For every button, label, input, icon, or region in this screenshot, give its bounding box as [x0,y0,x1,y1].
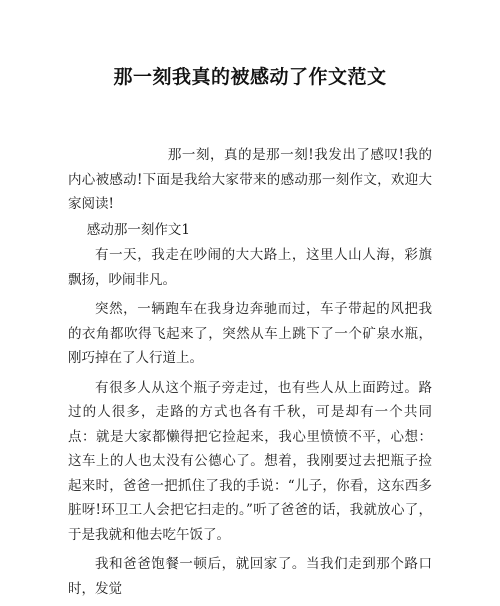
essay-paragraph: 我和爸爸饱餐一顿后，就回家了。当我们走到那个路口时，发觉 [68,556,432,597]
intro-paragraph: 那一刻，真的是那一刻!我发出了感叹!我的内心被感动!下面是我给大家带来的感动那一刻作文，欢迎大家阅读! [68,147,432,212]
essay-paragraph: 有很多人从这个瓶子旁走过，也有些人从上面跨过。路过的人很多，走路的方式也各有千秋，可是却有一个共同点：就是大家都懒得把它捡起来，我心里愤愤不平，心想：这车上的人也太没有公德心了。想着，我刚要过去把瓶子捡起来时，爸爸一把抓住了我的手说：“儿子，你看，这东西多脏呀!环卫工人会把它扫走的。”听了爸爸的话，我就放心了，于是我就和他去吃午饭了。 [68,379,432,543]
essay-paragraph: 突然，一辆跑车在我身边奔驰而过，车子带起的风把我的衣角都吹得飞起来了，突然从车上跳下了一个矿泉水瓶，刚巧掉在了人行道上。 [68,301,432,366]
intro-paragraph-block [68,143,432,217]
essay-body [68,243,432,606]
essay-paragraph: 有一天，我走在吵闹的大大路上，这里人山人海，彩旗飘扬，吵闹非凡。 [68,247,432,288]
section-heading: 感动那一刻作文1 [86,222,190,238]
document-title: 那一刻我真的被感动了作文范文 [113,66,387,88]
